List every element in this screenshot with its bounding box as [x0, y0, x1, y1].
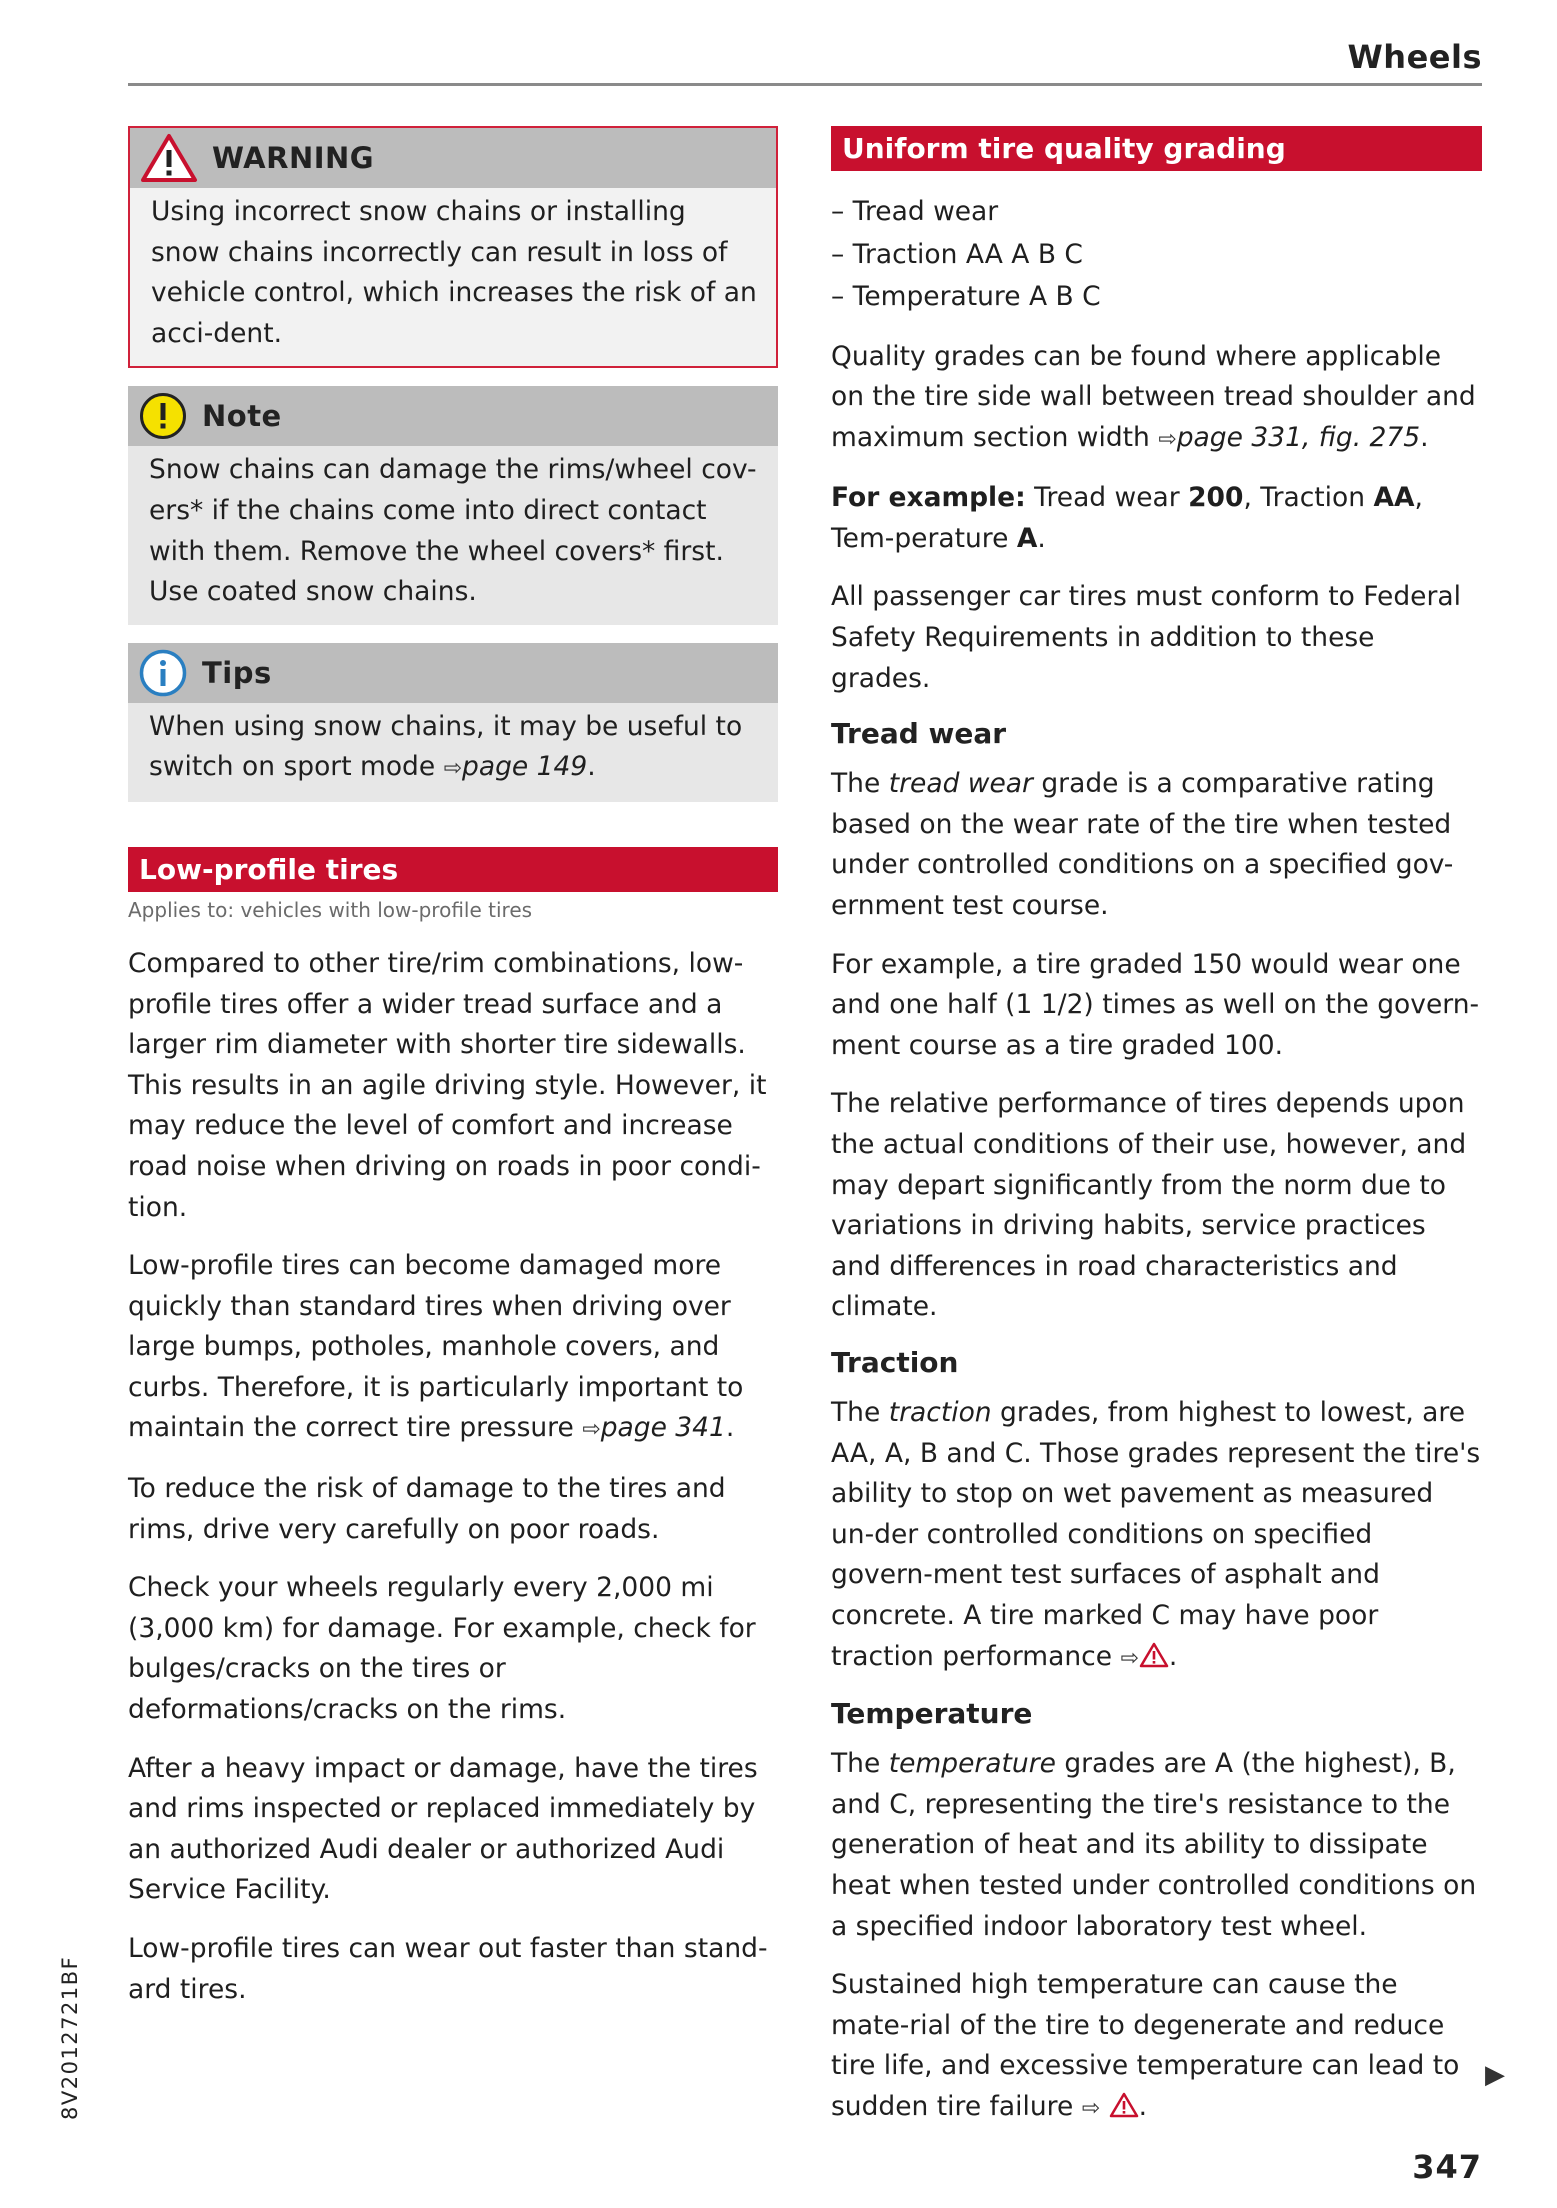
example-value: AA — [1373, 482, 1415, 514]
tread-term: tread wear — [888, 768, 1033, 800]
tips-title: Tips — [202, 655, 272, 690]
grade-list — [831, 191, 1482, 319]
tire-pressure-page-link[interactable]: page 341 — [600, 1412, 726, 1444]
tips-page-link[interactable]: page 149 — [462, 751, 588, 783]
tips-text: When using snow chains, it may be useful to switch on sport mode — [149, 710, 743, 783]
note-text: Snow chains can damage the rims/wheel cov-ers* if the chains come into direct contact with them. Remove the wheel covers* first. Use coated snow chains. — [149, 454, 757, 608]
note-title: Note — [202, 399, 282, 434]
cross-reference-arrow-icon: ⇨ — [1158, 426, 1177, 452]
temperature-text-end: . — [1138, 2090, 1148, 2122]
info-circle-icon — [138, 648, 188, 698]
temperature-text: The — [831, 1748, 881, 1780]
warning-box-header — [130, 128, 776, 188]
exclamation-circle-icon — [138, 391, 188, 441]
applies-to-note: Applies to: vehicles with low-profile tires — [128, 897, 533, 922]
example-text: Tread wear — [1034, 482, 1180, 514]
traction-text: grades, from highest to lowest, are AA, A, B and C. Those grades represent the tire's ability to stop on wet pavement as measured un-der controlled conditions on specified govern-ment test surfaces of asphalt and concrete. A tire marked C may have poor traction performance — [831, 1396, 1481, 1672]
example-text: . — [1037, 522, 1046, 554]
running-header-title: Wheels — [1347, 38, 1482, 76]
tips-text-block — [128, 703, 778, 802]
tread-text: The — [831, 768, 881, 800]
figure-page-link[interactable]: page 331, fig. 275 — [1176, 421, 1421, 453]
list-item: – Tread wear — [831, 196, 999, 227]
example-value: 200 — [1188, 482, 1244, 514]
cross-reference-arrow-icon: ⇨ — [582, 1417, 601, 1443]
cross-reference-arrow-icon: ⇨ — [1120, 1645, 1139, 1671]
low-profile-paragraph-6: Low-profile tires can wear out faster than stand-ard tires. — [128, 1933, 768, 2005]
traction-text: The — [831, 1396, 881, 1428]
warning-triangle-icon — [140, 133, 198, 183]
warning-text: Using incorrect snow chains or installing snow chains incorrectly can result in loss of vehicle control, which increases the risk of an acci-dent. — [151, 196, 757, 349]
tread-paragraph-1 — [831, 764, 1482, 926]
utqg-paragraph-1-text: Quality grades can be found where applicable on the tire side wall between tread shoulder and maximum section width — [831, 340, 1476, 453]
tread-paragraph-2: For example, a tire graded 150 would wear one and one half (1 1/2) times as well on the govern-ment course as a tire graded 100. — [831, 948, 1480, 1061]
tips-box-header — [128, 643, 778, 703]
example-text: , Traction — [1243, 482, 1366, 514]
list-item: – Temperature A B C — [831, 281, 1101, 312]
warning-triangle-icon[interactable] — [1109, 2092, 1139, 2118]
cross-reference-arrow-icon: ⇨ — [443, 756, 463, 782]
subheading-tread-wear: Tread wear — [831, 717, 1007, 751]
temperature-text: Sustained high temperature can cause the mate-rial of the tire to degenerate and reduce tire life, and excessive temperature can lead to sudden tire failure — [831, 1969, 1460, 2122]
traction-paragraph — [831, 1393, 1482, 1679]
utqg-paragraph-1-end: . — [1420, 421, 1429, 453]
low-profile-paragraph-2-text: Low-profile tires can become damaged more quickly than standard tires when driving over large bumps, potholes, manhole covers, and curbs. Therefore, it is particularly important to maintain the correct tire pressure — [128, 1250, 744, 1444]
subheading-traction: Traction — [831, 1345, 959, 1379]
traction-term: traction — [888, 1396, 992, 1428]
subheading-temperature: Temperature — [831, 1697, 1033, 1731]
example-paragraph — [831, 478, 1482, 559]
warning-triangle-icon[interactable] — [1139, 1642, 1169, 1668]
temperature-text: grades are A (the highest), B, and C, representing the tire's resistance to the generation of heat and its ability to dissipate heat when tested under controlled conditions on a specified indoor laboratory test wheel. — [831, 1748, 1477, 1942]
low-profile-paragraph-3: To reduce the risk of damage to the tires and rims, drive very carefully on poor roads. — [128, 1473, 726, 1545]
utqg-paragraph-2: All passenger car tires must conform to Federal Safety Requirements in addition to these grades. — [831, 581, 1461, 694]
example-value: A — [1016, 522, 1038, 554]
note-box — [128, 386, 778, 624]
warning-title: WARNING — [212, 141, 375, 175]
low-profile-paragraph-5: After a heavy impact or damage, have the tires and rims inspected or replaced immediately by an authorized Audi dealer or authorized Audi Service Facility. — [128, 1752, 758, 1906]
tread-paragraph-3: The relative performance of tires depends upon the actual conditions of their use, however, and may depart significantly from the norm due to variations in driving habits, service practices and differences in road characteristics and climate. — [831, 1088, 1467, 1323]
temperature-paragraph-1 — [831, 1744, 1482, 1947]
right-column — [831, 126, 1482, 2147]
tips-text-end: . — [587, 751, 596, 783]
page-number: 347 — [1412, 2148, 1482, 2186]
low-profile-paragraph-2-end: . — [725, 1412, 735, 1444]
low-profile-paragraph-1: Compared to other tire/rim combinations, low-profile tires offer a wider tread surface and a larger rim diameter with shorter tire sidewalls. This results in an agile driving style. However, it may reduce the level of comfort and increase road noise when driving on roads in poor condi-tion. — [128, 947, 767, 1223]
cross-reference-arrow-icon: ⇨ — [1081, 2095, 1101, 2121]
left-column — [128, 126, 778, 2028]
low-profile-paragraph-2 — [128, 1246, 778, 1451]
section-heading-low-profile: Low-profile tires — [128, 847, 778, 892]
example-text: , Tem-perature — [831, 482, 1423, 554]
next-page-arrow-icon[interactable]: ▶ — [1485, 2060, 1505, 2090]
tread-text: grade is a comparative rating based on the wear rate of the tire when tested under controlled conditions on a specified gov-ernment test course. — [831, 768, 1454, 922]
example-label: For example: — [831, 482, 1026, 514]
note-box-header — [128, 386, 778, 446]
traction-text-end: . — [1168, 1640, 1178, 1672]
list-item: – Traction AA A B C — [831, 238, 1083, 270]
temperature-paragraph-2 — [831, 1965, 1482, 2129]
tips-box — [128, 643, 778, 802]
utqg-paragraph-1 — [831, 337, 1482, 461]
section-heading-utqg: Uniform tire quality grading — [831, 126, 1482, 171]
temperature-term: temperature — [888, 1748, 1056, 1780]
header-divider — [128, 83, 1482, 86]
warning-box — [128, 126, 778, 368]
low-profile-paragraph-4: Check your wheels regularly every 2,000 mi (3,000 km) for damage. For example, check for bulges/cracks on the tires or deformations/cracks on the rims. — [128, 1572, 756, 1726]
document-code: 8V2012721BF — [58, 1955, 82, 2120]
